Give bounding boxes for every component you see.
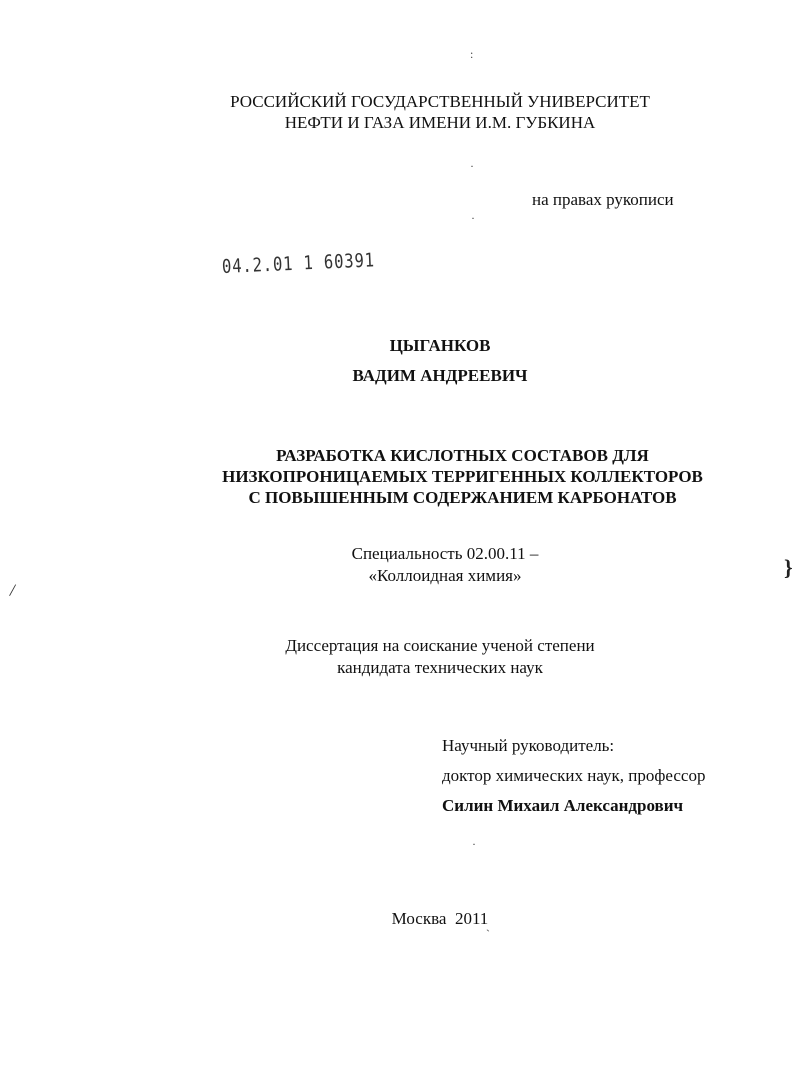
university-name-line1: РОССИЙСКИЙ ГОСУДАРСТВЕННЫЙ УНИВЕРСИТЕТ	[230, 92, 650, 111]
scan-speck: :	[470, 47, 474, 61]
rights-note: на правах рукописи	[532, 190, 674, 209]
university-name-line2: НЕФТИ И ГАЗА ИМЕНИ И.М. ГУБКИНА	[284, 113, 596, 132]
registration-stamp: 04.2.01 1 60391	[221, 249, 376, 278]
dissertation-degree-line1: Диссертация на соискание ученой степени	[285, 636, 595, 655]
supervisor-degree: доктор химических наук, профессор	[442, 766, 706, 785]
supervisor-name: Силин Михаил Александрович	[442, 796, 684, 815]
scan-slash-mark: /	[8, 579, 17, 601]
specialty-name: «Коллоидная химия»	[368, 566, 522, 585]
scan-speck: ·	[472, 837, 476, 851]
dissertation-degree-line2: кандидата технических наук	[337, 658, 543, 677]
author-given-names: ВАДИМ АНДРЕЕВИЧ	[352, 366, 528, 385]
city-year: Москва 2011	[391, 909, 489, 928]
supervisor-label: Научный руководитель:	[442, 736, 615, 755]
thesis-title-line1: РАЗРАБОТКА КИСЛОТНЫХ СОСТАВОВ ДЛЯ	[276, 446, 649, 465]
thesis-title-line3: С ПОВЫШЕННЫМ СОДЕРЖАНИЕМ КАРБОНАТОВ	[248, 488, 677, 507]
scan-speck: ·	[470, 159, 474, 173]
thesis-title-line2: НИЗКОПРОНИЦАЕМЫХ ТЕРРИГЕННЫХ КОЛЛЕКТОРОВ	[222, 467, 703, 486]
specialty-code: Специальность 02.00.11 –	[351, 544, 539, 563]
author-surname: ЦЫГАНКОВ	[389, 336, 491, 355]
scan-bracket-mark: }	[784, 555, 793, 580]
scan-speck: ·	[471, 211, 475, 225]
scan-speck: `	[486, 927, 490, 941]
